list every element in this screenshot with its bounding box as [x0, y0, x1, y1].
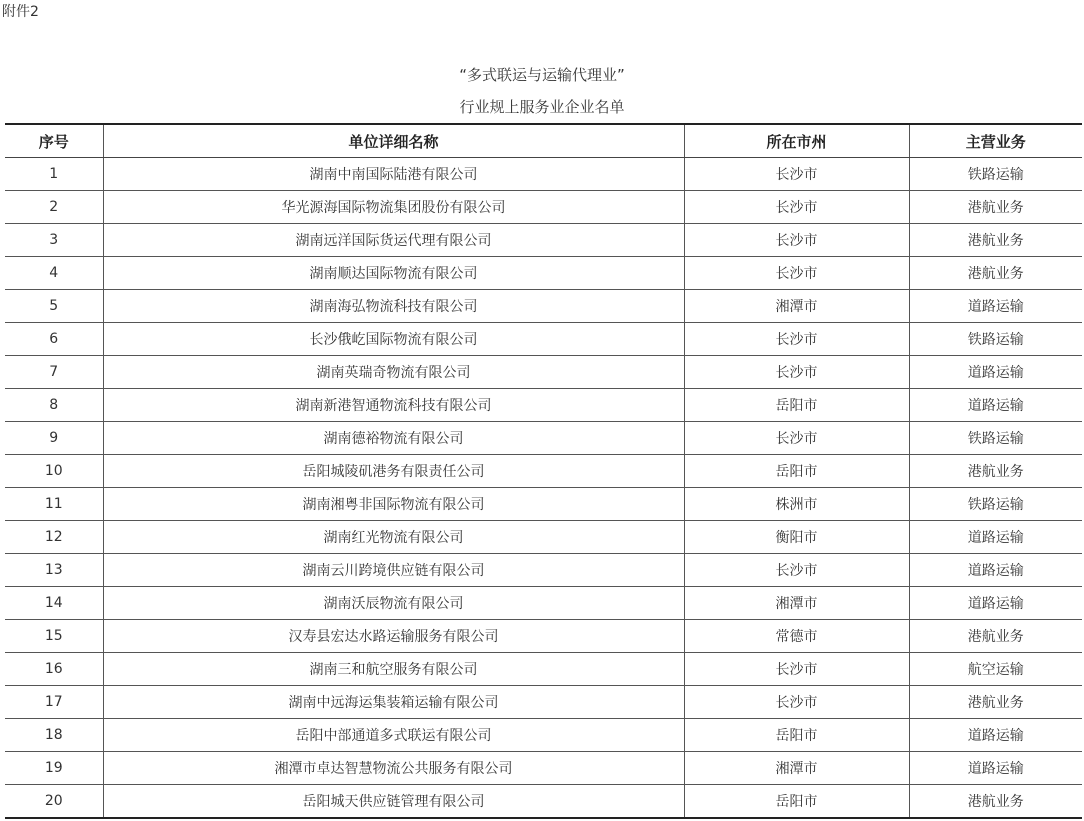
cell-company-name: 湖南新港智通物流科技有限公司	[103, 389, 684, 422]
table-row	[5, 257, 1082, 290]
cell-company-name: 湖南顺达国际物流有限公司	[103, 257, 684, 290]
column-header-city: 所在市州	[684, 124, 909, 158]
cell-city: 长沙市	[684, 224, 909, 257]
table-row	[5, 323, 1082, 356]
cell-serial-number: 2	[5, 191, 103, 224]
table-row	[5, 356, 1082, 389]
cell-company-name: 湖南湘粤非国际物流有限公司	[103, 488, 684, 521]
cell-city: 长沙市	[684, 554, 909, 587]
cell-main-business: 港航业务	[909, 785, 1082, 819]
cell-city: 湘潭市	[684, 752, 909, 785]
cell-main-business: 港航业务	[909, 455, 1082, 488]
column-header-main-business: 主营业务	[909, 124, 1082, 158]
cell-serial-number: 12	[5, 521, 103, 554]
table-row	[5, 620, 1082, 653]
column-header-company-name: 单位详细名称	[103, 124, 684, 158]
cell-serial-number: 10	[5, 455, 103, 488]
table-row	[5, 488, 1082, 521]
cell-main-business: 道路运输	[909, 290, 1082, 323]
cell-main-business: 航空运输	[909, 653, 1082, 686]
cell-serial-number: 18	[5, 719, 103, 752]
cell-city: 长沙市	[684, 158, 909, 191]
cell-main-business: 道路运输	[909, 356, 1082, 389]
cell-serial-number: 20	[5, 785, 103, 819]
cell-main-business: 铁路运输	[909, 158, 1082, 191]
cell-serial-number: 17	[5, 686, 103, 719]
cell-company-name: 湖南红光物流有限公司	[103, 521, 684, 554]
cell-serial-number: 13	[5, 554, 103, 587]
cell-city: 岳阳市	[684, 455, 909, 488]
cell-city: 长沙市	[684, 257, 909, 290]
cell-city: 岳阳市	[684, 719, 909, 752]
cell-main-business: 道路运输	[909, 554, 1082, 587]
cell-main-business: 港航业务	[909, 620, 1082, 653]
cell-serial-number: 5	[5, 290, 103, 323]
table-header	[5, 124, 1082, 158]
cell-serial-number: 7	[5, 356, 103, 389]
table-header-row	[5, 124, 1082, 158]
cell-serial-number: 14	[5, 587, 103, 620]
cell-city: 长沙市	[684, 686, 909, 719]
cell-main-business: 道路运输	[909, 389, 1082, 422]
table-row	[5, 752, 1082, 785]
cell-main-business: 道路运输	[909, 719, 1082, 752]
table-row	[5, 191, 1082, 224]
cell-main-business: 道路运输	[909, 521, 1082, 554]
cell-city: 长沙市	[684, 191, 909, 224]
cell-city: 长沙市	[684, 653, 909, 686]
table-row	[5, 224, 1082, 257]
table-row	[5, 719, 1082, 752]
cell-company-name: 湖南中南国际陆港有限公司	[103, 158, 684, 191]
cell-main-business: 铁路运输	[909, 422, 1082, 455]
table-body	[5, 158, 1082, 819]
cell-serial-number: 15	[5, 620, 103, 653]
document-title-line-1: “多式联运与运输代理业”	[459, 66, 625, 84]
table-row	[5, 587, 1082, 620]
cell-company-name: 岳阳城天供应链管理有限公司	[103, 785, 684, 819]
cell-serial-number: 4	[5, 257, 103, 290]
table-row	[5, 554, 1082, 587]
cell-serial-number: 16	[5, 653, 103, 686]
cell-serial-number: 9	[5, 422, 103, 455]
cell-company-name: 湘潭市卓达智慧物流公共服务有限公司	[103, 752, 684, 785]
table-row	[5, 521, 1082, 554]
table-row	[5, 686, 1082, 719]
cell-company-name: 长沙俄屹国际物流有限公司	[103, 323, 684, 356]
table-row	[5, 653, 1082, 686]
cell-city: 长沙市	[684, 356, 909, 389]
table-row	[5, 422, 1082, 455]
cell-company-name: 岳阳中部通道多式联运有限公司	[103, 719, 684, 752]
cell-serial-number: 8	[5, 389, 103, 422]
cell-city: 岳阳市	[684, 785, 909, 819]
document-title-line-2: 行业规上服务业企业名单	[459, 98, 625, 116]
cell-company-name: 湖南海弘物流科技有限公司	[103, 290, 684, 323]
cell-company-name: 华光源海国际物流集团股份有限公司	[103, 191, 684, 224]
cell-serial-number: 19	[5, 752, 103, 785]
cell-main-business: 道路运输	[909, 587, 1082, 620]
cell-city: 常德市	[684, 620, 909, 653]
table-row	[5, 455, 1082, 488]
column-header-serial-number: 序号	[5, 124, 103, 158]
cell-city: 岳阳市	[684, 389, 909, 422]
cell-city: 湘潭市	[684, 587, 909, 620]
cell-city: 湘潭市	[684, 290, 909, 323]
cell-main-business: 港航业务	[909, 686, 1082, 719]
cell-serial-number: 3	[5, 224, 103, 257]
table-row	[5, 158, 1082, 191]
cell-main-business: 港航业务	[909, 224, 1082, 257]
cell-company-name: 湖南德裕物流有限公司	[103, 422, 684, 455]
cell-main-business: 道路运输	[909, 752, 1082, 785]
cell-main-business: 港航业务	[909, 191, 1082, 224]
cell-company-name: 湖南三和航空服务有限公司	[103, 653, 684, 686]
cell-serial-number: 1	[5, 158, 103, 191]
cell-company-name: 湖南中远海运集装箱运输有限公司	[103, 686, 684, 719]
cell-company-name: 汉寿县宏达水路运输服务有限公司	[103, 620, 684, 653]
cell-company-name: 湖南英瑞奇物流有限公司	[103, 356, 684, 389]
cell-city: 长沙市	[684, 422, 909, 455]
cell-city: 株洲市	[684, 488, 909, 521]
cell-main-business: 港航业务	[909, 257, 1082, 290]
cell-city: 长沙市	[684, 323, 909, 356]
cell-company-name: 湖南沃辰物流有限公司	[103, 587, 684, 620]
cell-company-name: 岳阳城陵矶港务有限责任公司	[103, 455, 684, 488]
cell-serial-number: 11	[5, 488, 103, 521]
cell-main-business: 铁路运输	[909, 488, 1082, 521]
cell-company-name: 湖南云川跨境供应链有限公司	[103, 554, 684, 587]
table-row	[5, 389, 1082, 422]
attachment-label: 附件2	[2, 4, 39, 20]
table-row	[5, 290, 1082, 323]
cell-city: 衡阳市	[684, 521, 909, 554]
cell-serial-number: 6	[5, 323, 103, 356]
enterprise-list-table	[5, 123, 1082, 819]
cell-main-business: 铁路运输	[909, 323, 1082, 356]
table-row	[5, 785, 1082, 819]
cell-company-name: 湖南远洋国际货运代理有限公司	[103, 224, 684, 257]
